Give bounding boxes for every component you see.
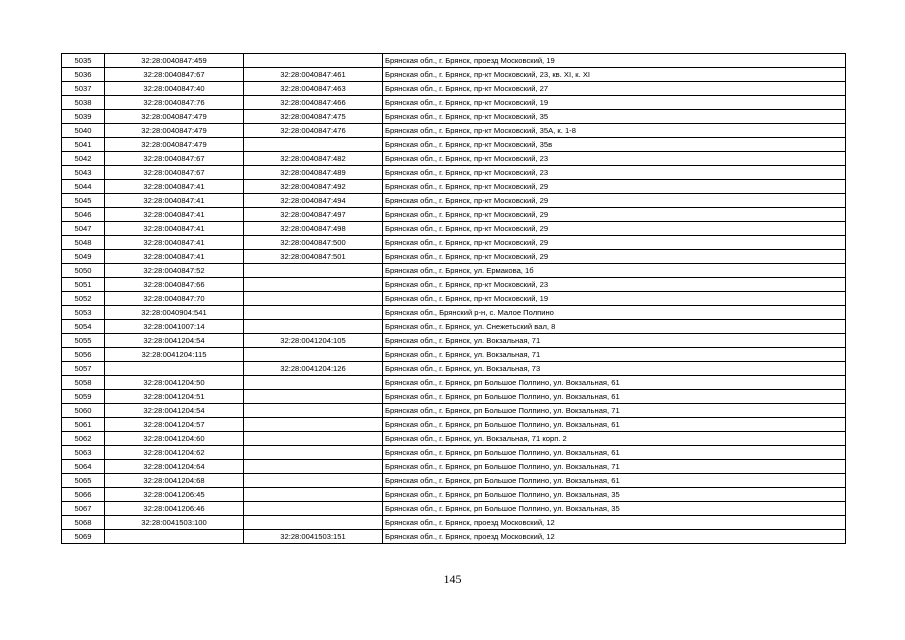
address-cell: Брянская обл., г. Брянск, пр-кт Московский, 19 <box>383 292 846 306</box>
address-cell: Брянская обл., г. Брянск, рп Большое Полпино, ул. Вокзальная, 71 <box>383 404 846 418</box>
object-number-cell: 32:28:0040847:461 <box>244 68 383 82</box>
object-number-cell <box>244 432 383 446</box>
cadastral-number-cell: 32:28:0041204:115 <box>105 348 244 362</box>
table-row <box>62 516 846 530</box>
address-cell: Брянская обл., г. Брянск, пр-кт Московский, 27 <box>383 82 846 96</box>
row-number-cell: 5059 <box>62 390 105 404</box>
cadastral-number-cell: 32:28:0040847:41 <box>105 222 244 236</box>
row-number-cell: 5047 <box>62 222 105 236</box>
table-row <box>62 390 846 404</box>
address-cell: Брянская обл., г. Брянск, ул. Вокзальная, 73 <box>383 362 846 376</box>
address-cell: Брянская обл., г. Брянск, рп Большое Полпино, ул. Вокзальная, 35 <box>383 502 846 516</box>
row-number-cell: 5062 <box>62 432 105 446</box>
row-number-cell: 5055 <box>62 334 105 348</box>
address-cell: Брянская обл., г. Брянск, ул. Ермакова, 1б <box>383 264 846 278</box>
object-number-cell <box>244 306 383 320</box>
object-number-cell: 32:28:0040847:500 <box>244 236 383 250</box>
object-number-cell: 32:28:0041503:151 <box>244 530 383 544</box>
cadastral-number-cell: 32:28:0041204:50 <box>105 376 244 390</box>
cadastral-number-cell: 32:28:0040847:40 <box>105 82 244 96</box>
table-row <box>62 362 846 376</box>
object-number-cell: 32:28:0040847:482 <box>244 152 383 166</box>
row-number-cell: 5046 <box>62 208 105 222</box>
table-row <box>62 236 846 250</box>
cadastral-number-cell: 32:28:0040847:67 <box>105 152 244 166</box>
address-cell: Брянская обл., г. Брянск, рп Большое Полпино, ул. Вокзальная, 35 <box>383 488 846 502</box>
cadastral-number-cell: 32:28:0040847:479 <box>105 110 244 124</box>
address-cell: Брянская обл., Брянский р-н, с. Малое Полпино <box>383 306 846 320</box>
cadastral-number-cell: 32:28:0041503:100 <box>105 516 244 530</box>
cadastral-number-cell: 32:28:0041204:62 <box>105 446 244 460</box>
address-cell: Брянская обл., г. Брянск, рп Большое Полпино, ул. Вокзальная, 61 <box>383 376 846 390</box>
row-number-cell: 5057 <box>62 362 105 376</box>
object-number-cell <box>244 278 383 292</box>
table-row <box>62 320 846 334</box>
cadastral-number-cell: 32:28:0040847:66 <box>105 278 244 292</box>
address-cell: Брянская обл., г. Брянск, пр-кт Московский, 35 <box>383 110 846 124</box>
row-number-cell: 5054 <box>62 320 105 334</box>
object-number-cell <box>244 54 383 68</box>
address-cell: Брянская обл., г. Брянск, пр-кт Московский, 29 <box>383 194 846 208</box>
table-row <box>62 502 846 516</box>
address-cell: Брянская обл., г. Брянск, ул. Вокзальная, 71 <box>383 348 846 362</box>
row-number-cell: 5045 <box>62 194 105 208</box>
table-row <box>62 264 846 278</box>
registry-table-body <box>62 54 846 544</box>
table-row <box>62 152 846 166</box>
object-number-cell: 32:28:0040847:494 <box>244 194 383 208</box>
table-row <box>62 292 846 306</box>
row-number-cell: 5068 <box>62 516 105 530</box>
table-row <box>62 222 846 236</box>
table-row <box>62 110 846 124</box>
object-number-cell <box>244 418 383 432</box>
row-number-cell: 5069 <box>62 530 105 544</box>
object-number-cell: 32:28:0041204:105 <box>244 334 383 348</box>
row-number-cell: 5036 <box>62 68 105 82</box>
row-number-cell: 5064 <box>62 460 105 474</box>
table-row <box>62 82 846 96</box>
row-number-cell: 5037 <box>62 82 105 96</box>
address-cell: Брянская обл., г. Брянск, ул. Снежетьский вал, 8 <box>383 320 846 334</box>
cadastral-number-cell: 32:28:0040847:41 <box>105 250 244 264</box>
object-number-cell: 32:28:0040847:492 <box>244 180 383 194</box>
row-number-cell: 5067 <box>62 502 105 516</box>
object-number-cell <box>244 292 383 306</box>
table-row <box>62 404 846 418</box>
object-number-cell <box>244 460 383 474</box>
address-cell: Брянская обл., г. Брянск, ул. Вокзальная, 71 корп. 2 <box>383 432 846 446</box>
address-cell: Брянская обл., г. Брянск, пр-кт Московский, 19 <box>383 96 846 110</box>
row-number-cell: 5058 <box>62 376 105 390</box>
cadastral-number-cell: 32:28:0040847:76 <box>105 96 244 110</box>
table-row <box>62 348 846 362</box>
cadastral-number-cell: 32:28:0040847:41 <box>105 180 244 194</box>
table-row <box>62 250 846 264</box>
row-number-cell: 5060 <box>62 404 105 418</box>
address-cell: Брянская обл., г. Брянск, рп Большое Полпино, ул. Вокзальная, 61 <box>383 446 846 460</box>
row-number-cell: 5035 <box>62 54 105 68</box>
cadastral-number-cell: 32:28:0040847:479 <box>105 138 244 152</box>
row-number-cell: 5044 <box>62 180 105 194</box>
object-number-cell: 32:28:0040847:475 <box>244 110 383 124</box>
table-row <box>62 460 846 474</box>
object-number-cell <box>244 488 383 502</box>
row-number-cell: 5053 <box>62 306 105 320</box>
cadastral-number-cell <box>105 362 244 376</box>
table-row <box>62 432 846 446</box>
row-number-cell: 5049 <box>62 250 105 264</box>
object-number-cell: 32:28:0040847:498 <box>244 222 383 236</box>
cadastral-number-cell: 32:28:0041204:54 <box>105 334 244 348</box>
address-cell: Брянская обл., г. Брянск, проезд Московский, 12 <box>383 530 846 544</box>
object-number-cell <box>244 320 383 334</box>
address-cell: Брянская обл., г. Брянск, пр-кт Московский, 23 <box>383 152 846 166</box>
row-number-cell: 5066 <box>62 488 105 502</box>
table-row <box>62 446 846 460</box>
table-row <box>62 418 846 432</box>
object-number-cell <box>244 390 383 404</box>
object-number-cell <box>244 404 383 418</box>
object-number-cell <box>244 446 383 460</box>
cadastral-number-cell: 32:28:0040847:52 <box>105 264 244 278</box>
object-number-cell <box>244 516 383 530</box>
table-row <box>62 194 846 208</box>
cadastral-number-cell: 32:28:0040847:41 <box>105 194 244 208</box>
address-cell: Брянская обл., г. Брянск, ул. Вокзальная, 71 <box>383 334 846 348</box>
object-number-cell: 32:28:0040847:489 <box>244 166 383 180</box>
cadastral-number-cell: 32:28:0041204:54 <box>105 404 244 418</box>
table-row <box>62 96 846 110</box>
address-cell: Брянская обл., г. Брянск, пр-кт Московский, 35А, к. 1-8 <box>383 124 846 138</box>
object-number-cell: 32:28:0040847:466 <box>244 96 383 110</box>
registry-table <box>61 53 846 544</box>
row-number-cell: 5040 <box>62 124 105 138</box>
table-row <box>62 54 846 68</box>
cadastral-number-cell: 32:28:0041204:68 <box>105 474 244 488</box>
object-number-cell <box>244 376 383 390</box>
cadastral-number-cell: 32:28:0040904:541 <box>105 306 244 320</box>
table-row <box>62 474 846 488</box>
table-row <box>62 68 846 82</box>
table-row <box>62 208 846 222</box>
table-row <box>62 334 846 348</box>
row-number-cell: 5050 <box>62 264 105 278</box>
address-cell: Брянская обл., г. Брянск, рп Большое Полпино, ул. Вокзальная, 71 <box>383 460 846 474</box>
cadastral-number-cell: 32:28:0040847:459 <box>105 54 244 68</box>
row-number-cell: 5038 <box>62 96 105 110</box>
object-number-cell <box>244 474 383 488</box>
address-cell: Брянская обл., г. Брянск, пр-кт Московский, 23, кв. XI, к. XI <box>383 68 846 82</box>
cadastral-number-cell: 32:28:0041007:14 <box>105 320 244 334</box>
table-row <box>62 124 846 138</box>
address-cell: Брянская обл., г. Брянск, пр-кт Московский, 35в <box>383 138 846 152</box>
cadastral-number-cell: 32:28:0040847:41 <box>105 236 244 250</box>
object-number-cell <box>244 138 383 152</box>
cadastral-number-cell: 32:28:0041204:51 <box>105 390 244 404</box>
object-number-cell <box>244 502 383 516</box>
table-row <box>62 180 846 194</box>
cadastral-number-cell: 32:28:0041206:45 <box>105 488 244 502</box>
row-number-cell: 5043 <box>62 166 105 180</box>
address-cell: Брянская обл., г. Брянск, пр-кт Московский, 29 <box>383 180 846 194</box>
row-number-cell: 5039 <box>62 110 105 124</box>
table-row <box>62 166 846 180</box>
table-row <box>62 138 846 152</box>
address-cell: Брянская обл., г. Брянск, проезд Московский, 12 <box>383 516 846 530</box>
cadastral-number-cell: 32:28:0041204:57 <box>105 418 244 432</box>
address-cell: Брянская обл., г. Брянск, пр-кт Московский, 23 <box>383 278 846 292</box>
address-cell: Брянская обл., г. Брянск, пр-кт Московский, 23 <box>383 166 846 180</box>
address-cell: Брянская обл., г. Брянск, пр-кт Московский, 29 <box>383 250 846 264</box>
cadastral-number-cell <box>105 530 244 544</box>
table-row <box>62 530 846 544</box>
page-number: 145 <box>443 572 462 586</box>
cadastral-number-cell: 32:28:0040847:67 <box>105 166 244 180</box>
cadastral-number-cell: 32:28:0040847:479 <box>105 124 244 138</box>
object-number-cell <box>244 264 383 278</box>
address-cell: Брянская обл., г. Брянск, пр-кт Московский, 29 <box>383 222 846 236</box>
address-cell: Брянская обл., г. Брянск, пр-кт Московский, 29 <box>383 236 846 250</box>
object-number-cell: 32:28:0040847:463 <box>244 82 383 96</box>
row-number-cell: 5061 <box>62 418 105 432</box>
row-number-cell: 5063 <box>62 446 105 460</box>
row-number-cell: 5065 <box>62 474 105 488</box>
object-number-cell: 32:28:0040847:497 <box>244 208 383 222</box>
row-number-cell: 5051 <box>62 278 105 292</box>
address-cell: Брянская обл., г. Брянск, рп Большое Полпино, ул. Вокзальная, 61 <box>383 390 846 404</box>
object-number-cell: 32:28:0040847:501 <box>244 250 383 264</box>
address-cell: Брянская обл., г. Брянск, пр-кт Московский, 29 <box>383 208 846 222</box>
table-row <box>62 376 846 390</box>
object-number-cell: 32:28:0040847:476 <box>244 124 383 138</box>
object-number-cell: 32:28:0041204:126 <box>244 362 383 376</box>
table-row <box>62 306 846 320</box>
row-number-cell: 5042 <box>62 152 105 166</box>
table-row <box>62 488 846 502</box>
cadastral-number-cell: 32:28:0041204:60 <box>105 432 244 446</box>
row-number-cell: 5056 <box>62 348 105 362</box>
cadastral-number-cell: 32:28:0040847:41 <box>105 208 244 222</box>
cadastral-number-cell: 32:28:0041204:64 <box>105 460 244 474</box>
table-row <box>62 278 846 292</box>
address-cell: Брянская обл., г. Брянск, рп Большое Полпино, ул. Вокзальная, 61 <box>383 418 846 432</box>
address-cell: Брянская обл., г. Брянск, рп Большое Полпино, ул. Вокзальная, 61 <box>383 474 846 488</box>
row-number-cell: 5041 <box>62 138 105 152</box>
cadastral-number-cell: 32:28:0040847:67 <box>105 68 244 82</box>
object-number-cell <box>244 348 383 362</box>
address-cell: Брянская обл., г. Брянск, проезд Московский, 19 <box>383 54 846 68</box>
row-number-cell: 5052 <box>62 292 105 306</box>
row-number-cell: 5048 <box>62 236 105 250</box>
cadastral-number-cell: 32:28:0040847:70 <box>105 292 244 306</box>
cadastral-number-cell: 32:28:0041206:46 <box>105 502 244 516</box>
